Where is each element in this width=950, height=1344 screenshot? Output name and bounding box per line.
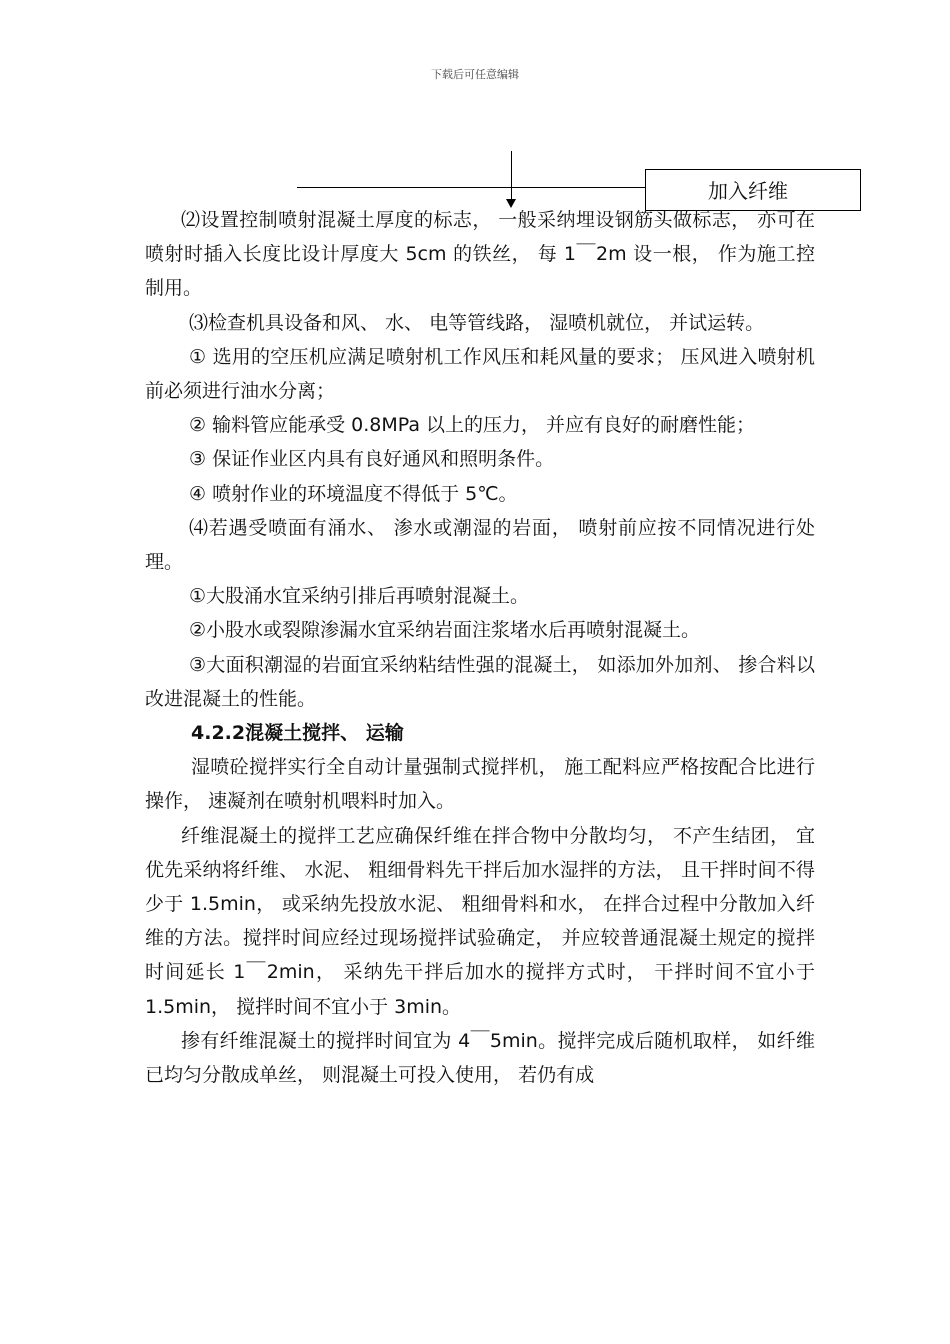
paragraph-equipment-check: ⑶检查机具设备和风、 水、 电等管线路， 湿喷机就位， 并试运转。: [189, 311, 765, 334]
flow-vertical-line: [511, 151, 512, 203]
paragraph-delivery-hose: ② 输料管应能承受 0.8MPa 以上的压力， 并应有良好的耐磨性能；: [189, 414, 756, 437]
document-body: [145, 203, 815, 1092]
section-heading-mixing-transport: 4.2.2混凝土搅拌、 运输: [191, 722, 404, 745]
paragraph-marker-thickness: ⑵设置控制喷射混凝土厚度的标志， 一般采纳埋设钢筋头做标志， 亦可在喷射时插入长度比设计厚度大 5cm 的铁丝， 每 1￣2m 设一根， 作为施工控制用。: [145, 209, 815, 300]
paragraph-large-inflow: ①大股涌水宜采纳引排后再喷射混凝土。: [189, 585, 530, 608]
paragraph-ventilation: ③ 保证作业区内具有良好通风和照明条件。: [189, 448, 555, 471]
paragraph-fiber-mixing: 纤维混凝土的搅拌工艺应确保纤维在拌合物中分散均匀， 不产生结团， 宜优先采纳将纤维、 水泥、 粗细骨料先干拌后加水湿拌的方法， 且干拌时间不得少于 1.5min， 或采纳先投放水泥、 粗细骨料和水， 在拌合过程中分散加入纤维的方法。搅拌时间应经过现场搅拌试验确定， 并应较普通混凝土规定的搅拌时间延长 1￣2min， 采纳先干拌后加水的搅拌方式时， 干拌时间不宜小于 1.5min， 搅拌时间不宜小于 3min。: [145, 824, 815, 1018]
paragraph-wet-surface: ③大面积潮湿的岩面宜采纳粘结性强的混凝土， 如添加外加剂、 掺合料以改进混凝土的性能。: [145, 653, 815, 710]
paragraph-air-compressor: ① 选用的空压机应满足喷射机工作风压和耗风量的要求； 压风进入喷射机前必须进行油水分离；: [145, 345, 815, 403]
paragraph-temperature: ④ 喷射作业的环境温度不得低于 5℃。: [189, 482, 518, 505]
page-header-note: 下载后可任意编辑: [431, 68, 519, 81]
add-fiber-box: 加入纤维: [645, 169, 861, 211]
paragraph-water-inflow: ⑷若遇受喷面有涌水、 渗水或潮湿的岩面， 喷射前应按不同情况进行处理。: [145, 516, 815, 574]
paragraph-small-seepage: ②小股水或裂隙渗漏水宜采纳岩面注浆堵水后再喷射混凝土。: [189, 619, 701, 642]
flow-horizontal-line: [297, 187, 645, 188]
paragraph-mixing-time: 掺有纤维混凝土的搅拌时间宜为 4￣5min。搅拌完成后随机取样， 如纤维已均匀分散成单丝， 则混凝土可投入使用， 若仍有成: [145, 1029, 815, 1087]
paragraph-mixing-equipment: 湿喷砼搅拌实行全自动计量强制式搅拌机， 施工配料应严格按配合比进行操作， 速凝剂在喷射机喂料时加入。: [145, 756, 815, 813]
